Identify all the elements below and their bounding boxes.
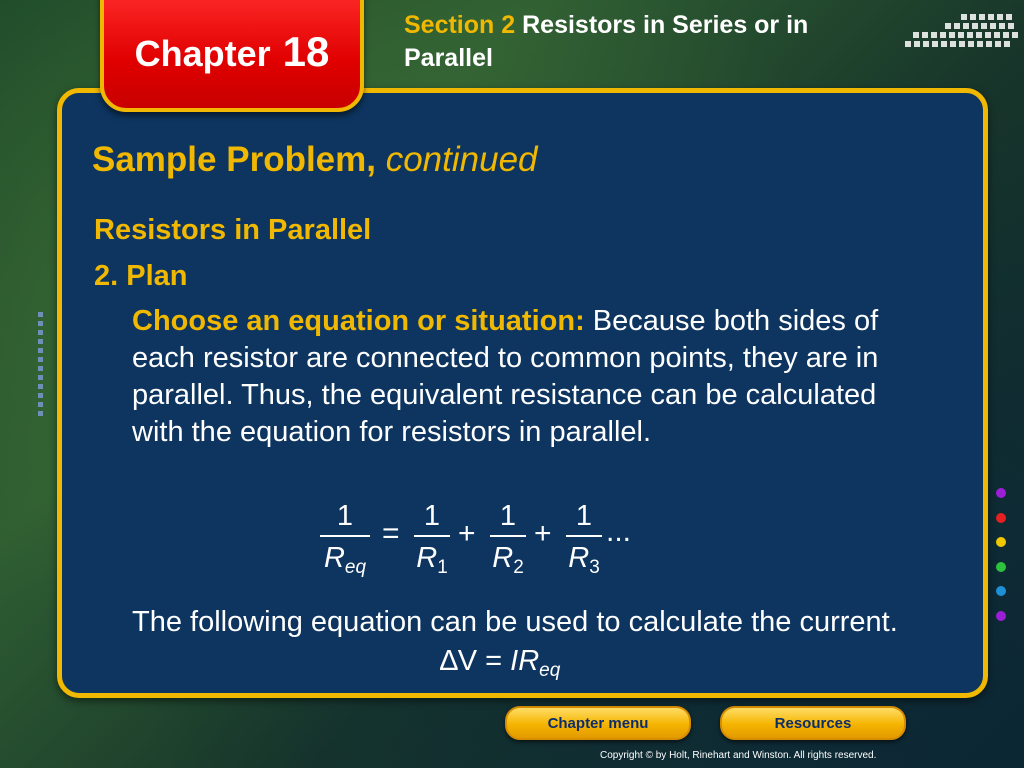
- fraction-denominator: R: [323, 542, 345, 574]
- nav-dot[interactable]: [996, 586, 1006, 596]
- step-label: 2. Plan: [94, 260, 188, 292]
- equals-sign: =: [485, 645, 503, 677]
- fraction-subscript: 1: [437, 557, 448, 578]
- ohms-law-equation: [440, 645, 560, 682]
- section-title: [404, 9, 864, 75]
- fraction-denominator: R: [416, 542, 438, 574]
- chapter-number: 18: [282, 28, 330, 75]
- sample-problem-title: [92, 140, 538, 180]
- fraction-subscript: eq: [344, 557, 367, 578]
- title-continued: continued: [385, 140, 538, 179]
- ir-term: IR: [510, 645, 540, 677]
- chapter-tab: [100, 0, 364, 112]
- decorative-dots: [905, 14, 1018, 50]
- title-main: Sample Problem,: [92, 140, 376, 179]
- fraction-denominator: R: [568, 542, 590, 574]
- delta-v: ∆V: [440, 645, 478, 677]
- nav-dot[interactable]: [996, 562, 1006, 572]
- nav-dot[interactable]: [996, 488, 1006, 498]
- current-paragraph: The following equation can be used to calculate the current.: [132, 606, 898, 638]
- nav-dot[interactable]: [996, 537, 1006, 547]
- content-panel: [57, 88, 988, 698]
- paragraph-heading: Choose an equation or situation:: [132, 305, 585, 337]
- plan-paragraph: [132, 303, 912, 451]
- fraction-subscript: 2: [513, 557, 524, 578]
- paragraph-body: Because both sides of each resistor are connected to common points, they are in parallel. Thus, the equivalent resistance can be calculated with the equation for resistors in parallel.: [132, 305, 879, 448]
- nav-dot[interactable]: [996, 513, 1006, 523]
- fraction-numerator: 1: [423, 500, 441, 532]
- subheading: Resistors in Parallel: [94, 214, 372, 246]
- section-nav-dots[interactable]: [996, 488, 1006, 635]
- resources-button[interactable]: Resources: [720, 706, 906, 740]
- plus-sign: +: [458, 517, 476, 550]
- fraction-numerator: 1: [575, 500, 593, 532]
- section-name: Resistors in Series or in Parallel: [404, 11, 809, 72]
- eq-subscript: eq: [539, 660, 561, 681]
- chapter-heading: [104, 28, 360, 76]
- fraction-req: [320, 501, 370, 585]
- plus-sign: +: [534, 517, 552, 550]
- ellipsis: ...: [606, 515, 632, 548]
- nav-dot[interactable]: [996, 611, 1006, 621]
- fraction-numerator: 1: [499, 500, 517, 532]
- equals-sign: =: [382, 517, 400, 550]
- decorative-side-dots: [38, 312, 43, 420]
- fraction-subscript: 3: [589, 557, 600, 578]
- section-label: Section 2: [404, 11, 516, 39]
- chapter-label: Chapter: [134, 33, 271, 74]
- fraction-r1: [414, 501, 450, 585]
- fraction-numerator: 1: [336, 500, 354, 532]
- copyright-text: Copyright © by Holt, Rinehart and Winston. All rights reserved.: [600, 750, 877, 761]
- fraction-denominator: R: [492, 542, 514, 574]
- fraction-r2: [490, 501, 526, 585]
- chapter-menu-button[interactable]: Chapter menu: [505, 706, 691, 740]
- fraction-r3: [566, 501, 602, 585]
